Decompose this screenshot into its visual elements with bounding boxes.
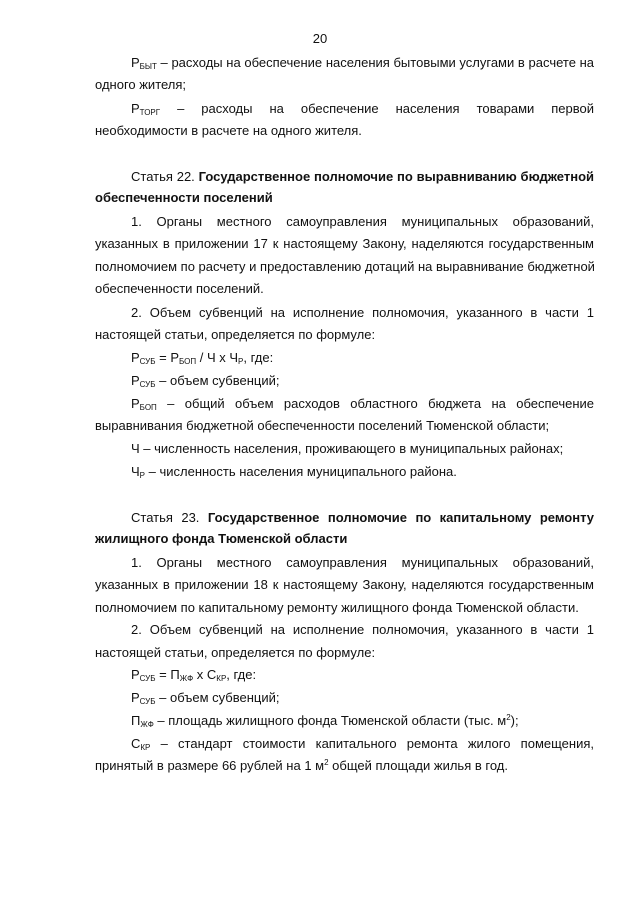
- formula-definition-rbyt: $Р_{БЫТ}$ – расходы на обеспечение населения бытовыми услугами в расчете на: [131, 55, 594, 71]
- article-23-heading: жилищного фонда Тюменской области: [95, 531, 348, 546]
- article-23-heading: Статья 23. Государственное полномочие по капитальному ремонту: [131, 510, 594, 525]
- article-23-clause-2: настоящей статьи, определяется по формуле:: [95, 645, 376, 660]
- formula-definition: $Ч_Р$ – численность населения муниципального района.: [131, 464, 457, 480]
- formula-definition: $Р_{СУБ}$ – объем субвенций;: [131, 690, 280, 706]
- article-23-clause-1: 1. Органы местного самоуправления муниципальных образований,: [131, 555, 594, 570]
- article-22-clause-1: обеспеченности поселений.: [95, 281, 264, 296]
- article-22-heading: Статья 22. Государственное полномочие по выравниванию бюджетной: [131, 169, 595, 184]
- formula-definition: $Р_{БОП}$ – общий объем расходов областного бюджета на обеспечение: [131, 396, 594, 412]
- article-22-clause-1: полномочием по расчету и предоставлению дотаций на выравнивание бюджетной: [95, 259, 595, 274]
- formula: $Р_{СУБ} = Р_{БОП} / Ч$ х $Ч_Р$, где:: [131, 350, 274, 366]
- formula-definition: принятый в размере 66 рублей на 1 $м^2$ общей площади жилья в год.: [95, 758, 508, 773]
- text-line: одного жителя;: [95, 77, 187, 92]
- article-23-clause-1: указанных в приложении 18 к настоящему Закону, наделяются государственным: [95, 577, 594, 592]
- article-22-clause-1: 1. Органы местного самоуправления муниципальных образований,: [131, 214, 594, 229]
- article-22-clause-2: настоящей статьи, определяется по формуле:: [95, 327, 376, 342]
- formula: $Р_{СУБ} = П_{ЖФ}$ х $С_{КР}$, где:: [131, 667, 257, 683]
- text-line: необходимости в расчете на одного жителя.: [95, 123, 362, 138]
- formula-definition: $Р_{СУБ}$ – объем субвенций;: [131, 373, 280, 389]
- formula-definition-rtorg: $Р_{ТОРГ}$ – расходы на обеспечение населения товарами первой: [131, 101, 594, 117]
- article-22-heading: обеспеченности поселений: [95, 190, 273, 205]
- formula-definition: $С_{КР}$ – стандарт стоимости капитального ремонта жилого помещения,: [131, 736, 594, 752]
- formula-definition: выравнивания бюджетной обеспеченности поселений Тюменской области;: [95, 418, 550, 433]
- article-22-clause-1: указанных в приложении 17 к настоящему Закону, наделяются государственным: [95, 236, 594, 251]
- article-22-clause-2: 2. Объем субвенций на исполнение полномочия, указанного в части 1: [131, 305, 594, 320]
- article-23-clause-2: 2. Объем субвенций на исполнение полномочия, указанного в части 1: [131, 622, 594, 637]
- formula-definition: Ч – численность населения, проживающего в муниципальных районах;: [131, 441, 564, 456]
- formula-definition: $П_{ЖФ}$ – площадь жилищного фонда Тюменской области (тыс. $м^2$);: [131, 713, 519, 729]
- article-23-clause-1: полномочием по капитальному ремонту жилищного фонда Тюменской области.: [95, 600, 579, 615]
- page-number: 20: [312, 31, 328, 46]
